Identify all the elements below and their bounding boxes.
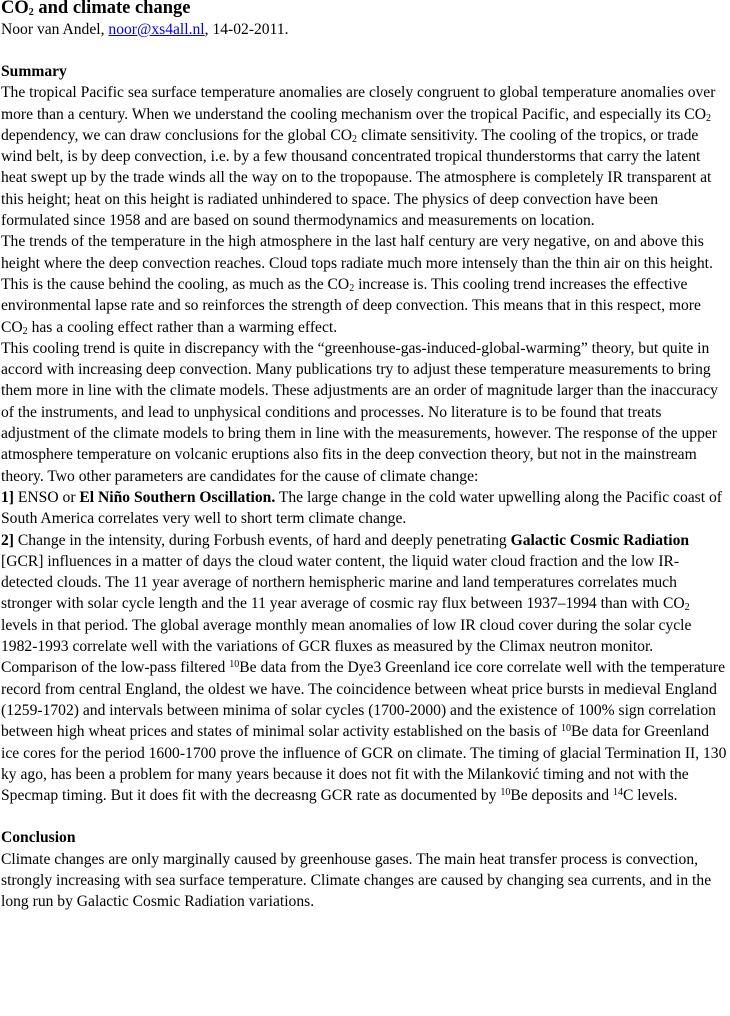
text-run: Be deposits and bbox=[510, 787, 613, 805]
summary-paragraph-3: This cooling trend is quite in discrepancy with the “greenhouse-gas-induced-global-warming” theory, but quite in accord with increasing deep convection. Many publications try to adjust these temperature measurements to bring them more in line with the climate models. These adjustments are an order of magnitude larger than the inaccuracy of the instruments, and lead to unphysical conditions and processes. No literature is to be found that treats adjustment of the climate models to bring them in line with the measurements, however. The response of the upper atmosphere temperature on volcanic eruptions also fits in the deep convection theory, but not in the mainstream theory. Two other parameters are candidates for the cause of climate change: bbox=[1, 339, 718, 485]
bold-term: El Niño Southern Oscillation. bbox=[79, 488, 276, 506]
item-number: 1] bbox=[1, 488, 14, 506]
bold-term: Galactic Cosmic Radiation bbox=[510, 531, 690, 549]
text-run: Be data for Greenland ice cores for the period 1600-1700 prove the influence of GCR on climate. The timing of glacial Termination II, 130 ky ago, has been a problem for many years because it does not fit with the Milanković timing and not with the Specmap timing. But it does fit with the decreasng GCR rate as documented by bbox=[1, 723, 727, 805]
summary-paragraph-1 bbox=[1, 82, 729, 231]
title-text-rest: and climate change bbox=[33, 0, 191, 18]
text-run: levels in that period. The global average monthly mean anomalies of low IR cloud cover during the solar cycle 1982-1993 correlate well with the variations of GCR fluxes as measured by the Climax neutron monitor. Comparison of the low-pass filtered bbox=[1, 616, 692, 677]
text-run: The large change in the cold water upwelling along the Pacific coast of South America correlates very well to short term climate change. bbox=[1, 488, 722, 528]
author-name: Noor van Andel, bbox=[1, 21, 109, 38]
superscript: 14 bbox=[612, 787, 623, 799]
subscript: 2 bbox=[22, 325, 28, 337]
superscript: 10 bbox=[500, 787, 511, 799]
spacer bbox=[1, 806, 729, 827]
spacer bbox=[1, 40, 729, 61]
text-run: The trends of the temperature in the high atmosphere in the last half century are very negative, on and above this height where the deep convection reaches. Cloud tops radiate much more intensely than the thin air on this height. This is the cause behind the cooling, as much as the CO bbox=[1, 233, 713, 293]
summary-paragraph-2 bbox=[1, 231, 729, 337]
summary-heading: Summary bbox=[1, 63, 67, 80]
text-run: Change in the intensity, during Forbush events, of hard and deeply penetrating bbox=[14, 531, 511, 549]
text-run: increase is. This cooling trend increases the effective environmental lapse rate and so reinforces the strength of deep convection. This means that in this respect, more CO bbox=[1, 275, 701, 336]
document-title bbox=[1, 0, 729, 18]
conclusion-heading: Conclusion bbox=[1, 829, 76, 847]
candidate-item-2 bbox=[1, 530, 729, 807]
title-text: CO bbox=[1, 0, 29, 18]
text-run: The tropical Pacific sea surface temperature anomalies are closely congruent to global temperature anomalies over more than a century. When we understand the cooling mechanism over the tropical Pacific, and especially its CO bbox=[1, 84, 716, 123]
subscript: 2 bbox=[349, 282, 355, 294]
subscript: 2 bbox=[705, 112, 711, 124]
text-run: C levels. bbox=[622, 787, 678, 805]
text-run: ENSO or bbox=[14, 488, 80, 506]
author-email-link[interactable]: noor@xs4all.nl bbox=[108, 21, 205, 38]
conclusion-paragraph: Climate changes are only marginally caused by greenhouse gases. The main heat transfer process is convection, strongly increasing with sea surface temperature. Climate changes are caused by changing sea currents, and in the long run by Galactic Cosmic Radiation variations. bbox=[1, 850, 712, 911]
text-run: [GCR] influences in a matter of days the cloud water content, the liquid water cloud fraction and the low IR-detected clouds. The 11 year average of northern hemispheric marine and land temperatures correlates much stronger with solar cycle length and the 11 year average of cosmic ray flux between 1937–1994 than with CO bbox=[1, 552, 685, 613]
byline bbox=[1, 19, 729, 40]
superscript: 10 bbox=[560, 723, 571, 735]
title-subscript: 2 bbox=[28, 7, 34, 18]
text-run: Be data from the Dye3 Greenland ice core correlate well with the temperature record from central England, the oldest we have. The coincidence between wheat price bursts in medieval England (1259-1702) and intervals between minima of solar cycles (1700-2000) and the existence of 100% sign correlation between high wheat prices and states of minimal solar activity established on the basis of bbox=[1, 659, 726, 741]
candidate-item-1 bbox=[1, 487, 729, 530]
text-run: climate sensitivity. The cooling of the tropics, or trade wind belt, is by deep convection, i.e. by a few thousand concentrated tropical thunderstorms that carry the latent heat swept up by the trade winds all the way on to the tropopause. The atmosphere is completely IR transparent at this height; heat on this height is radiated unhindered to space. The physics of deep convection have been formulated since 1958 and are based on sound thermodynamics and measurements on location. bbox=[1, 126, 712, 230]
publication-date: , 14-02-2011. bbox=[204, 21, 289, 38]
subscript: 2 bbox=[684, 602, 690, 614]
item-number: 2] bbox=[1, 531, 14, 549]
text-run: has a cooling effect rather than a warming effect. bbox=[27, 318, 338, 336]
text-run: dependency, we can draw conclusions for the global CO bbox=[1, 126, 353, 144]
subscript: 2 bbox=[352, 133, 358, 145]
superscript: 10 bbox=[229, 659, 240, 671]
